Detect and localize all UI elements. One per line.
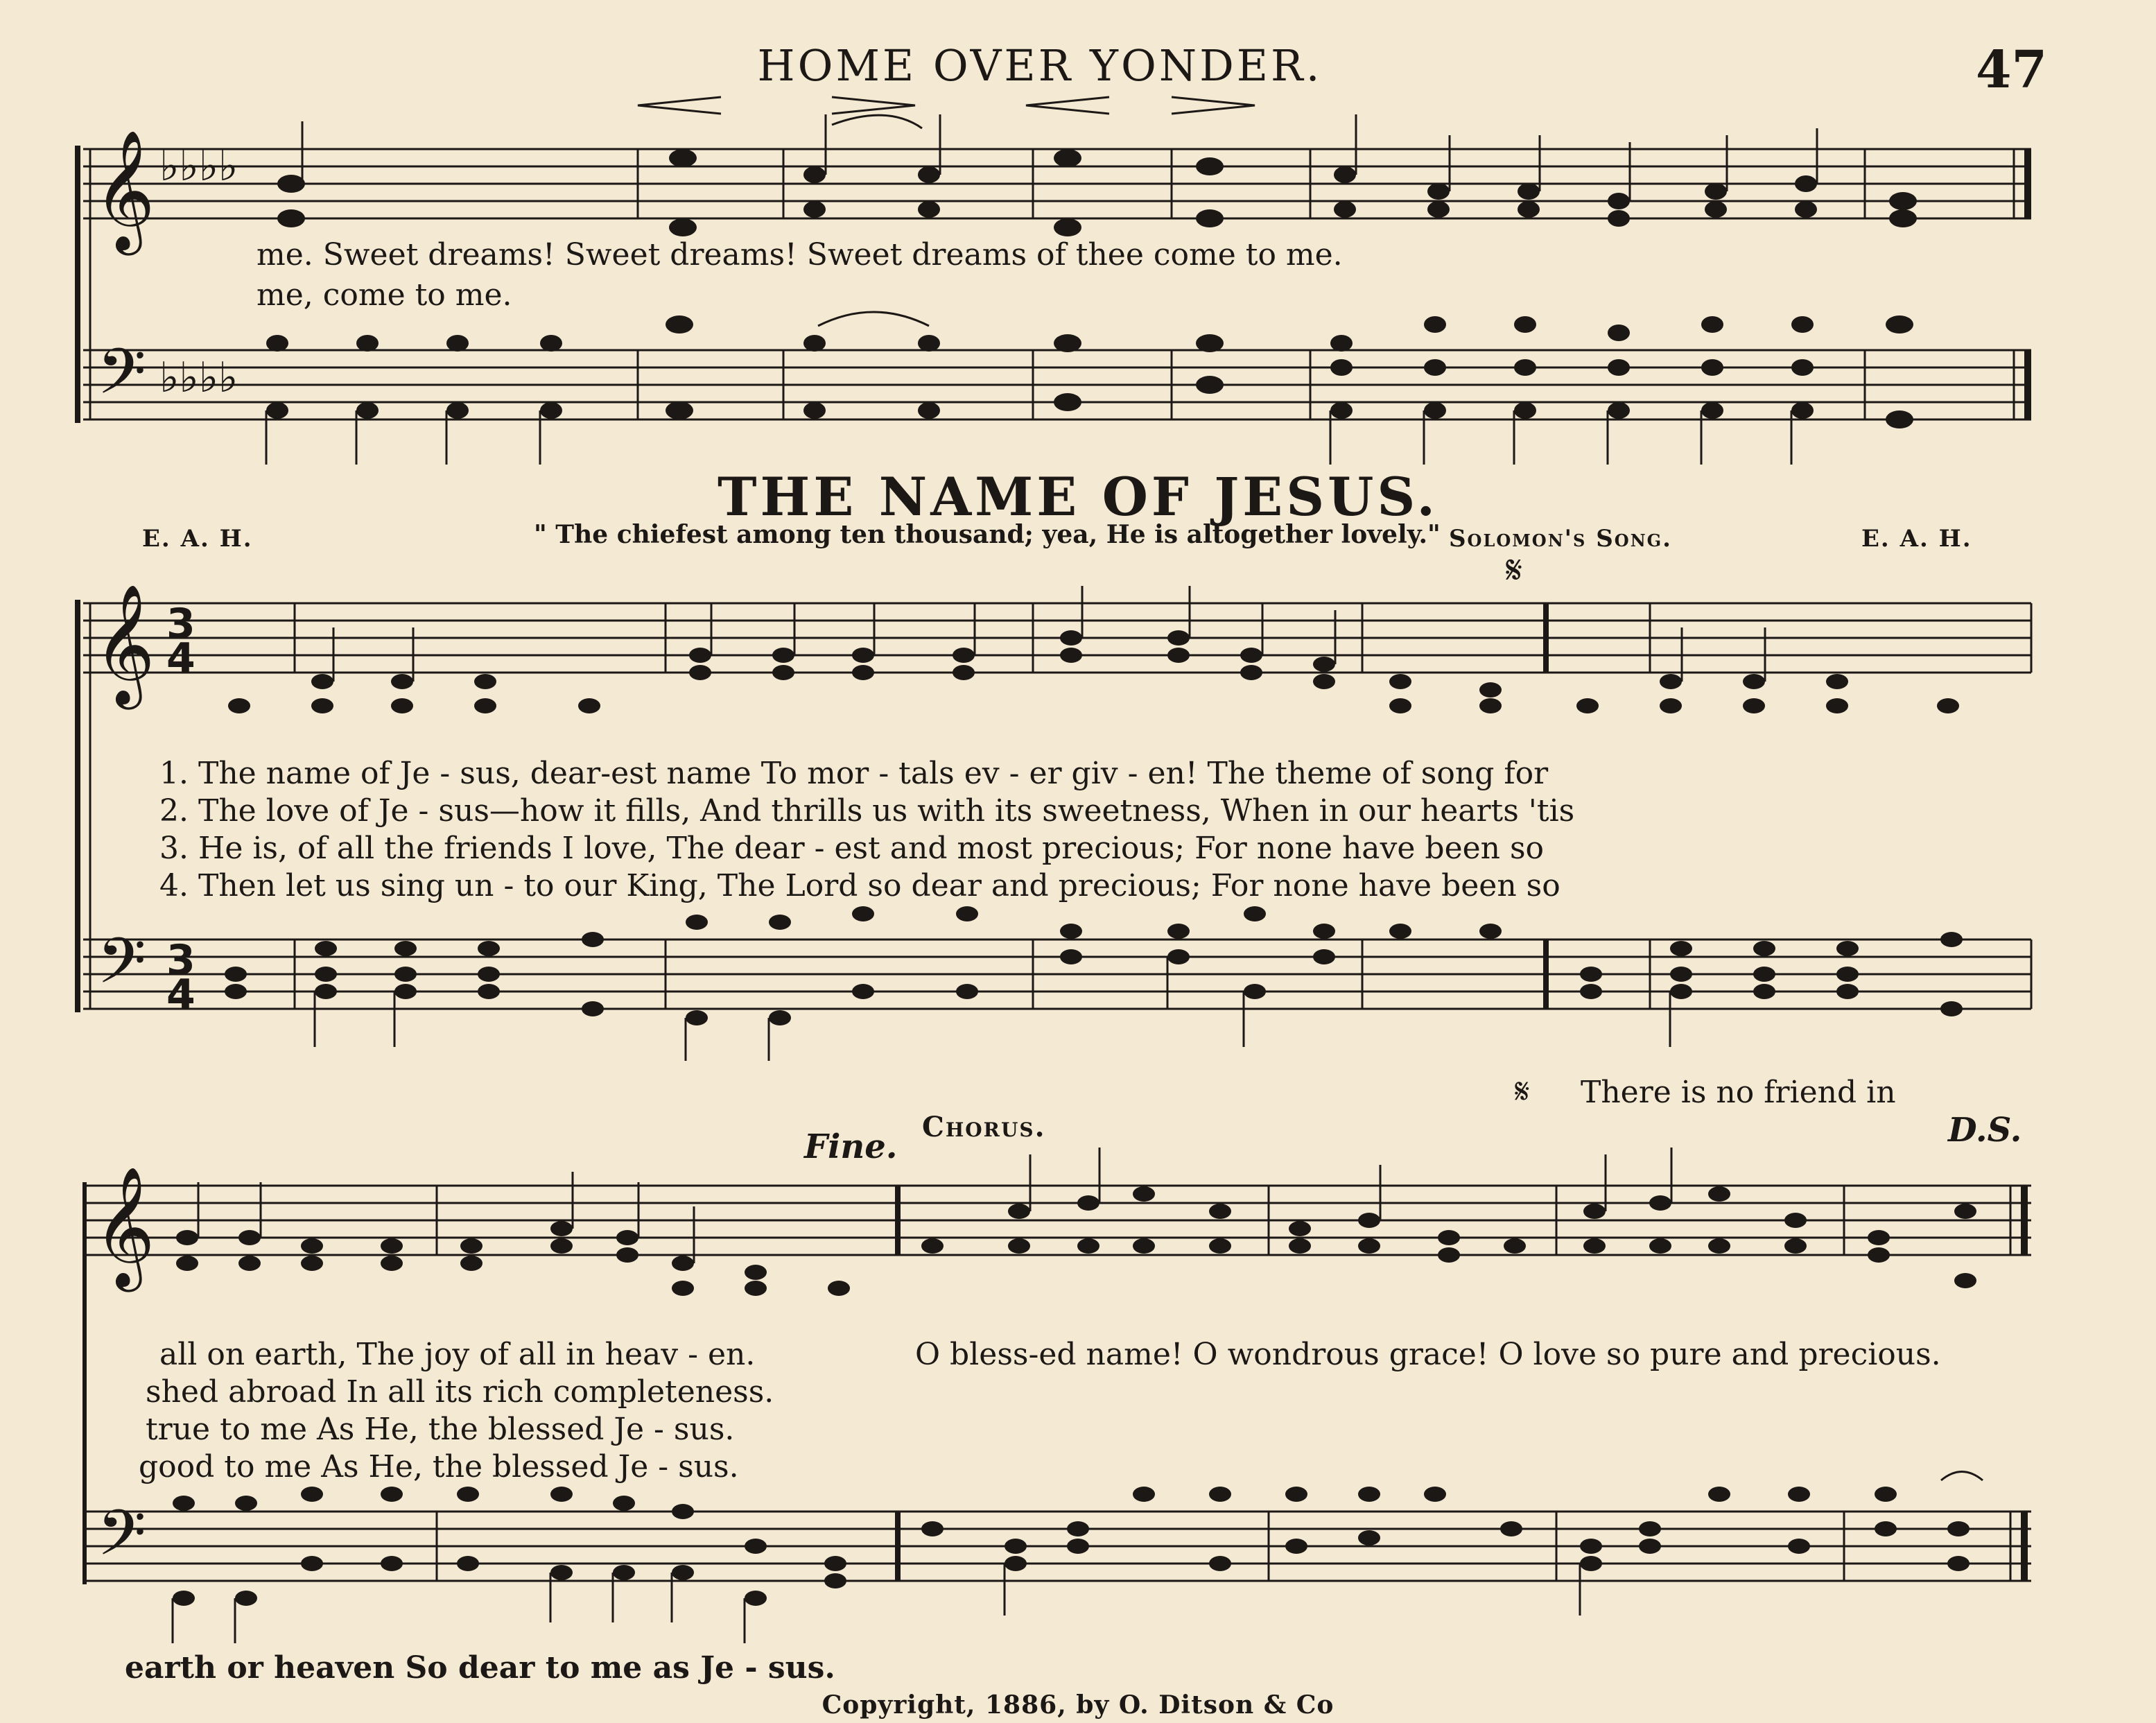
ending-lyrics: earth or heaven So dear to me as Je - sus. (125, 1650, 835, 1686)
bass-clef-icon: 𝄢 (97, 335, 146, 424)
chorus-lyrics-verse-1: all on earth, The joy of all in heav - en. (159, 1337, 756, 1372)
verse-1: 1. The name of Je - sus, dear-est name To mor - tals ev - er giv - en! The theme of song for (159, 756, 1549, 791)
song-title: THE NAME OF JESUS. (718, 466, 1438, 528)
fine-marker: Fine. (804, 1127, 898, 1166)
copyright-notice: Copyright, 1886, by O. Ditson & Co (821, 1690, 1335, 1720)
top-song-lyrics-line-2: me, come to me. (257, 277, 512, 313)
chorus-label: Chorus. (922, 1111, 1046, 1143)
epigraph-source: Solomon's Song. (1449, 525, 1672, 553)
system2-treble-staff (83, 603, 2031, 673)
system3-treble-staff (83, 1186, 2031, 1255)
composer-left: E. A. H. (142, 525, 253, 553)
verse-2: 2. The love of Je - sus—how it fills, And thrills us with its sweetness, When in our hearts 'tis (159, 793, 1575, 829)
fermata (1941, 1472, 1983, 1481)
top-song-title: HOME OVER YONDER. (757, 40, 1323, 91)
ds-marker: D.S. (1948, 1111, 2022, 1150)
chorus-lyrics-verse-4: good to me As He, the blessed Je - sus. (139, 1449, 739, 1484)
bass-clef-icon: 𝄢 (97, 924, 146, 1013)
system1-barlines (638, 149, 2028, 419)
page-number: 47 (1976, 40, 2047, 100)
slur (818, 312, 929, 326)
time-sig-4: 4 (166, 634, 195, 683)
time-sig-3: 3 (166, 600, 195, 648)
slur (832, 115, 922, 128)
chorus-text: O bless-ed name! O wondrous grace! O love so pure and precious. (915, 1337, 1941, 1372)
chorus-lyrics-verse-3: true to me As He, the blessed Je - sus. (146, 1412, 735, 1447)
system3-bass-staff (83, 1512, 2031, 1581)
system2-bass-staff (83, 940, 2031, 1009)
ds-pickup-lyrics: There is no friend in (1581, 1075, 1896, 1110)
bass-clef-icon: 𝄢 (97, 1496, 146, 1585)
treble-clef-icon: 𝄞 (94, 584, 155, 704)
song-epigraph: " The chiefest among ten thousand; yea, He is altogether lovely." (534, 520, 1441, 549)
segno-icon: 𝄋 (1515, 1071, 1530, 1111)
flat-icon: ♭♭♭♭ (159, 142, 238, 191)
time-sig-4: 4 (166, 971, 195, 1019)
verse-4: 4. Then let us sing un - to our King, The Lord so dear and precious; For none have been so (159, 868, 1561, 903)
author-right: E. A. H. (1861, 525, 1972, 553)
time-sig-3: 3 (166, 936, 195, 985)
treble-clef-icon: 𝄞 (94, 130, 155, 250)
segno-icon: 𝄋 (1506, 548, 1523, 593)
treble-clef-icon: 𝄞 (94, 1166, 155, 1287)
top-song-lyrics-line-1: me. Sweet dreams! Sweet dreams! Sweet dreams of thee come to me. (257, 237, 1343, 272)
dynamics-hairpins (638, 97, 1255, 114)
flat-icon: ♭♭♭♭ (159, 354, 238, 402)
verse-3: 3. He is, of all the friends I love, The dear - est and most precious; For none have been so (159, 831, 1545, 866)
chorus-lyrics-verse-2: shed abroad In all its rich completeness. (146, 1374, 774, 1410)
